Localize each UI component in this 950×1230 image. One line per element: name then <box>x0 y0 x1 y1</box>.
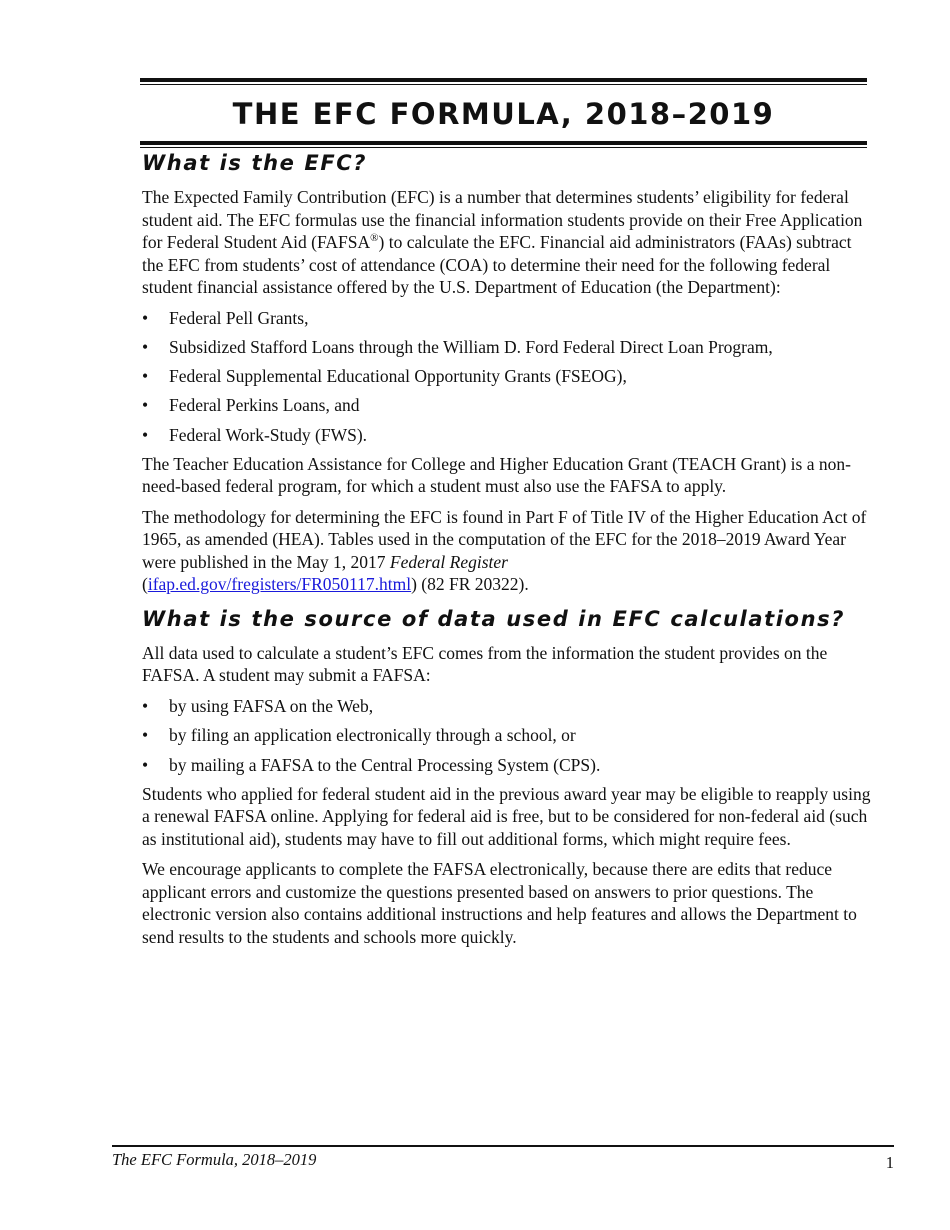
bullet-icon: • <box>142 336 149 357</box>
bullet-icon: • <box>142 307 149 328</box>
title-block <box>140 78 867 148</box>
federal-register-title: Federal Register <box>389 551 508 572</box>
section-heading-what-is-efc: What is the EFC? <box>142 151 368 175</box>
bullet-icon: • <box>142 395 149 416</box>
page-number: 1 <box>885 1152 894 1172</box>
renewal-paragraph: Students who applied for federal student aid in the previous award year may be eligible to reapply using a renewal FAFSA online. Applying for federal aid is free, but to be considered for non-federal aid (such as institutional aid), students may have to fill out additional forms, which might require fees. <box>142 783 871 849</box>
aid-programs-list <box>142 307 877 447</box>
list-item <box>142 394 877 417</box>
list-item-text: Subsidized Stafford Loans through the William D. Ford Federal Direct Loan Program, <box>169 336 773 357</box>
bullet-icon: • <box>142 366 149 387</box>
list-item <box>142 754 877 777</box>
list-item <box>142 365 877 388</box>
teach-grant-paragraph: The Teacher Education Assistance for College and Higher Education Grant (TEACH Grant) is a non-need-based federal program, for which a student must also use the FAFSA to apply. <box>142 453 851 497</box>
bullet-icon: • <box>142 725 149 746</box>
page-footer <box>112 1145 894 1173</box>
bullet-icon: • <box>142 754 149 775</box>
efc-intro-text-continued: ) to calculate the EFC. Financial aid administrators (FAAs) subtract the EFC from students’ cost of attendance (COA) to determine their need for the following federal student financial assistance offered by the U.S. Department of Education (the Department): <box>142 232 852 297</box>
encourage-paragraph: We encourage applicants to complete the FAFSA electronically, because there are edits that reduce applicant errors and customize the questions presented based on answers to prior questions. The electronic version also contains additional instructions and help features and allows the Department to send results to the students and schools more quickly. <box>142 859 857 947</box>
federal-register-link[interactable]: ifap.ed.gov/fregisters/FR050117.html <box>147 574 412 595</box>
methodology-text: The methodology for determining the EFC is found in Part F of Title IV of the Higher Education Act of 1965, as amended (HEA). Tables used in the computation of the EFC for the 2018–2019 Award Year were published in the May 1, 2017 <box>142 506 867 572</box>
registered-mark: ® <box>370 232 379 245</box>
efc-intro-paragraph <box>142 186 877 299</box>
list-item <box>142 424 877 447</box>
list-item <box>142 307 877 330</box>
list-item-text: by filing an application electronically through a school, or <box>169 725 576 746</box>
list-item-text: by using FAFSA on the Web, <box>169 695 374 716</box>
section-heading-data-source: What is the source of data used in EFC calculations? <box>142 606 846 631</box>
data-source-intro-paragraph: All data used to calculate a student’s EFC comes from the information the student provides on the FAFSA. A student may submit a FAFSA: <box>142 642 828 686</box>
methodology-paragraph <box>142 506 877 596</box>
list-item-text: Federal Work-Study (FWS). <box>169 424 368 445</box>
bullet-icon: • <box>142 424 149 445</box>
page-title: THE EFC FORMULA, 2018–2019 <box>232 97 775 131</box>
main-content <box>142 148 877 956</box>
bullet-icon: • <box>142 695 149 716</box>
list-item-text: Federal Supplemental Educational Opportunity Grants (FSEOG), <box>169 366 627 387</box>
list-item <box>142 695 877 718</box>
efc-intro-text: The Expected Family Contribution (EFC) is a number that determines students’ eligibility for federal student aid. The EFC formulas use the financial information students provide on their Free Application for Federal Student Aid (FAFSA <box>142 187 863 252</box>
paren-open: ( <box>142 574 148 595</box>
footer-title: The EFC Formula, 2018–2019 <box>112 1149 317 1169</box>
submission-methods-list <box>142 695 877 776</box>
list-item-text: by mailing a FAFSA to the Central Processing System (CPS). <box>169 754 601 775</box>
list-item <box>142 336 877 359</box>
list-item <box>142 724 877 747</box>
methodology-citation: ) (82 FR 20322). <box>411 574 529 595</box>
list-item-text: Federal Pell Grants, <box>169 307 309 328</box>
list-item-text: Federal Perkins Loans, and <box>169 395 360 416</box>
